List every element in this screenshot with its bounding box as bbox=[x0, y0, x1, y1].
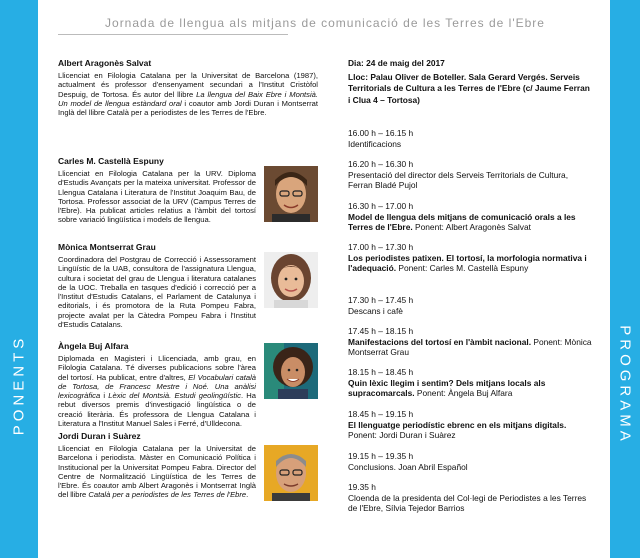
speaker-photo bbox=[264, 343, 318, 399]
speaker-montserrat bbox=[58, 242, 318, 341]
program-place: Lloc: Palau Oliver de Boteller. Sala Gerard Vergés. Serveis Territorials de Cultura a les Terres de l'Ebre (c/ Jaume Ferran i Clua 4 – Tortosa) bbox=[348, 71, 590, 105]
speaker-photo bbox=[264, 252, 318, 308]
speakers-column bbox=[58, 58, 318, 511]
speaker-bio: Coordinadora del Postgrau de Correcció i Assessorament Lingüístic de la UAB, consultora de l'assignatura Llengua, cultura i societat del grau de Llengua i literatura catalanes de la UOC. Treballa en tasques d'edició i correcció per a l'Institut d'Estudis Catalans, el Parlament de Catalunya i editorials, i és promotora de la Ruta Pompeu Fabra, projecte avalat per la Càtedra Pompeu Fabra i l'Institut d'Estudis Catalans. bbox=[58, 255, 256, 330]
program-slot: 18.15 h – 18.45 h Quin lèxic llegim i sentim? Dels mitjans locals als supracomarcals. Ponent: Àngela Buj Alfara bbox=[348, 367, 546, 398]
speaker-name: Mònica Montserrat Grau bbox=[58, 242, 156, 252]
speaker-photo bbox=[264, 166, 318, 222]
header-divider bbox=[58, 34, 288, 35]
speaker-name: Albert Aragonès Salvat bbox=[58, 58, 152, 68]
speaker-bio: Llicenciat en Filologia Catalana per la Universitat de Barcelona (1987), actualment és professor d'ensenyament secundari a l'Institut Cristòfol Despuig, de Tortosa. És autor del llibre La llengua del Baix Ebre i Montsià. Un model de llengua estàndard oral i coautor amb Jordi Duran i Montserrat Inglà del llibre Català per a periodistes de les Terres de l'Ebre. bbox=[58, 71, 318, 118]
program-slot: 16.20 h – 16.30 h Presentació del director dels Serveis Territorials de Cultura, Ferran Bladé Pujol bbox=[348, 159, 569, 190]
speaker-castella bbox=[58, 156, 318, 242]
speaker-name: Carles M. Castellà Espuny bbox=[58, 156, 164, 166]
speaker-buj bbox=[58, 341, 318, 431]
speaker-aragones bbox=[58, 58, 318, 156]
program-slot: 17.00 h – 17.30 h Los periodistes patixen. El tortosí, la morfologia normativa i l'adequació. Ponent: Carles M. Castellà Espuny bbox=[348, 242, 587, 273]
program-slot: 18.45 h – 19.15 h El llenguatge periodístic ebrenc en els mitjans digitals. Ponent: Jordi Duran i Suàrez bbox=[348, 409, 567, 440]
speaker-duran bbox=[58, 431, 318, 511]
speaker-name: Àngela Buj Alfara bbox=[58, 341, 129, 351]
program-slot: 16.30 h – 17.00 h Model de llengua dels mitjans de comunicació orals a les Terres de l'Ebre. Ponent: Albert Aragonès Salvat bbox=[348, 201, 576, 232]
program-slot: 19.15 h – 19.35 h Conclusions. Joan Abril Español bbox=[348, 451, 468, 472]
speaker-bio: Diplomada en Magisteri i Llicenciada, amb grau, en Filologia Catalana. Té diverses publicacions sobre l'àrea del tortosí. Ha publicat, entre d'altres, El Vocabulari català de Tortosa, de Francesc Mestre i Noé. Una anàlisi lexicogràfica i Lèxic del Montsià. Estudi geolingüístic. Ha rebut diversos premis d'investigació lingüística o de creació literària. És professora de Llengua Catalana i Literatura a l'Institut Manuel Sales i Ferré, d'Ulldecona. bbox=[58, 354, 256, 429]
program-slot: 17.30 h – 17.45 h Descans i cafè bbox=[348, 295, 414, 316]
programa-label: PROGRAMA bbox=[616, 325, 634, 445]
page-title: Jornada de llengua als mitjans de comunicació de les Terres de l'Ebre bbox=[105, 16, 545, 30]
speaker-name: Jordi Duran i Suàrez bbox=[58, 431, 141, 441]
program-slot: 19.35 h Cloenda de la presidenta del Col·legi de Periodistes a les Terres de l'Ebre, Sílvia Tejedor Barrios bbox=[348, 482, 587, 513]
program-column bbox=[348, 58, 593, 513]
ponents-label: PONENTS bbox=[10, 334, 28, 436]
program-date: Dia: 24 de maig del 2017 bbox=[348, 58, 445, 68]
speaker-bio: Llicenciat en Filologia Catalana per la URV. Diploma d'Estudis Avançats per la mateixa universitat. Professor de Llengua Catalana i Literatura de l'Institut Joaquim Bau, de Tortosa. Professor associat de la URV (Campus Terres de l'Ebre). Ha publicat articles relatius a l'àmbit del tortosí sobre variació lingüística i models de llengua. bbox=[58, 169, 256, 225]
speaker-bio: Llicenciat en Filologia Catalana per la Universitat de Barcelona i periodista. Màster en Comunicació Política i Institucional per la Universitat Pompeu Fabra. Director del Centre de Normalització Lingüística de les Terres de l'Ebre. És coautor amb Albert Aragonès i Montserrat Inglà del llibre Català per a periodistes de les Terres de l'Ebre. bbox=[58, 444, 256, 500]
program-slot: 17.45 h – 18.15 h Manifestacions del tortosí en l'àmbit nacional. Ponent: Mònica Montserrat Grau bbox=[348, 326, 592, 357]
program-slot: 16.00 h – 16.15 h Identificacions bbox=[348, 128, 414, 149]
speaker-photo bbox=[264, 445, 318, 501]
